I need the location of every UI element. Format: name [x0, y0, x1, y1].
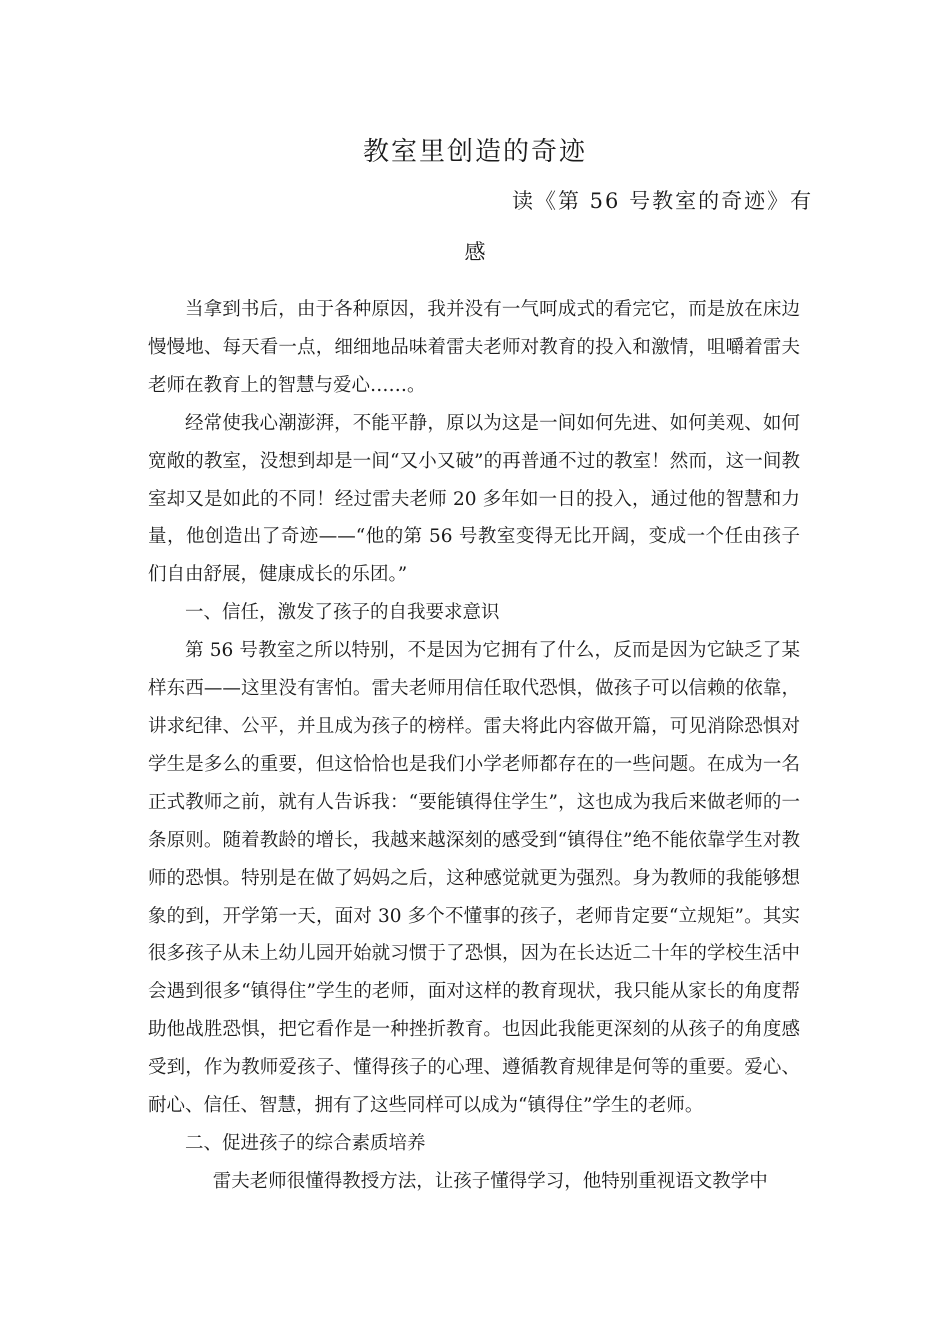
paragraph-classroom: 经常使我心潮澎湃，不能平静，原以为这是一间如何先进、如何美观、如何宽敞的教室，没想到却是一间“又小又破”的再普通不过的教室！然而，这一间教室却又是如此的不同！经过雷夫老师 20 多年如一日的投入，通过他的智慧和力量，他创造出了奇迹——“他的第 56 号教室变得无比开阔，变成一个任由孩子们自由舒展，健康成长的乐团。”	[148, 412, 800, 586]
section-heading-trust: 一、信任，激发了孩子的自我要求意识	[185, 602, 500, 624]
paragraph-trust: 第 56 号教室之所以特别，不是因为它拥有了什么，反而是因为它缺乏了某样东西——这里没有害怕。雷夫老师用信任取代恐惧，做孩子可以信赖的依靠，讲求纪律、公平，并且成为孩子的榜样。雷夫将此内容做开篇，可见消除恐惧对学生是多么的重要，但这恰恰也是我们小学老师都存在的一些问题。在成为一名正式教师之前，就有人告诉我：“要能镇得住学生”，这也成为我后来做老师的一条原则。随着教龄的增长，我越来越深刻的感受到“镇得住”绝不能依靠学生对教师的恐惧。特别是在做了妈妈之后，这种感觉就更为强烈。身为教师的我能够想象的到，开学第一天，面对 30 多个不懂事的孩子，老师肯定要“立规矩”。其实很多孩子从未上幼儿园开始就习惯于了恐惧，因为在长达近二十年的学校生活中会遇到很多“镇得住”学生的老师，面对这样的教育现状，我只能从家长的角度帮助他战胜恐惧，把它看作是一种挫折教育。也因此我能更深刻的从孩子的角度感受到，作为教师爱孩子、懂得孩子的心理、遵循教育规律是何等的重要。爱心、耐心、信任、智慧，拥有了这些同样可以成为“镇得住”学生的老师。	[148, 640, 800, 1117]
paragraph-teaching: 雷夫老师很懂得教授方法，让孩子懂得学习，他特别重视语文教学中	[212, 1170, 768, 1192]
document-body	[148, 291, 800, 1201]
document-subtitle-continuation: 感	[464, 240, 486, 264]
section-heading-quality: 二、促进孩子的综合素质培养	[185, 1132, 426, 1154]
document-title: 教室里创造的奇迹	[362, 137, 587, 167]
document-subtitle: 读《第 56 号教室的奇迹》有	[512, 189, 814, 213]
paragraph-intro: 当拿到书后，由于各种原因，我并没有一气呵成式的看完它，而是放在床边慢慢地、每天看一点，细细地品味着雷夫老师对教育的投入和激情，咀嚼着雷夫老师在教育上的智慧与爱心……。	[148, 299, 800, 396]
